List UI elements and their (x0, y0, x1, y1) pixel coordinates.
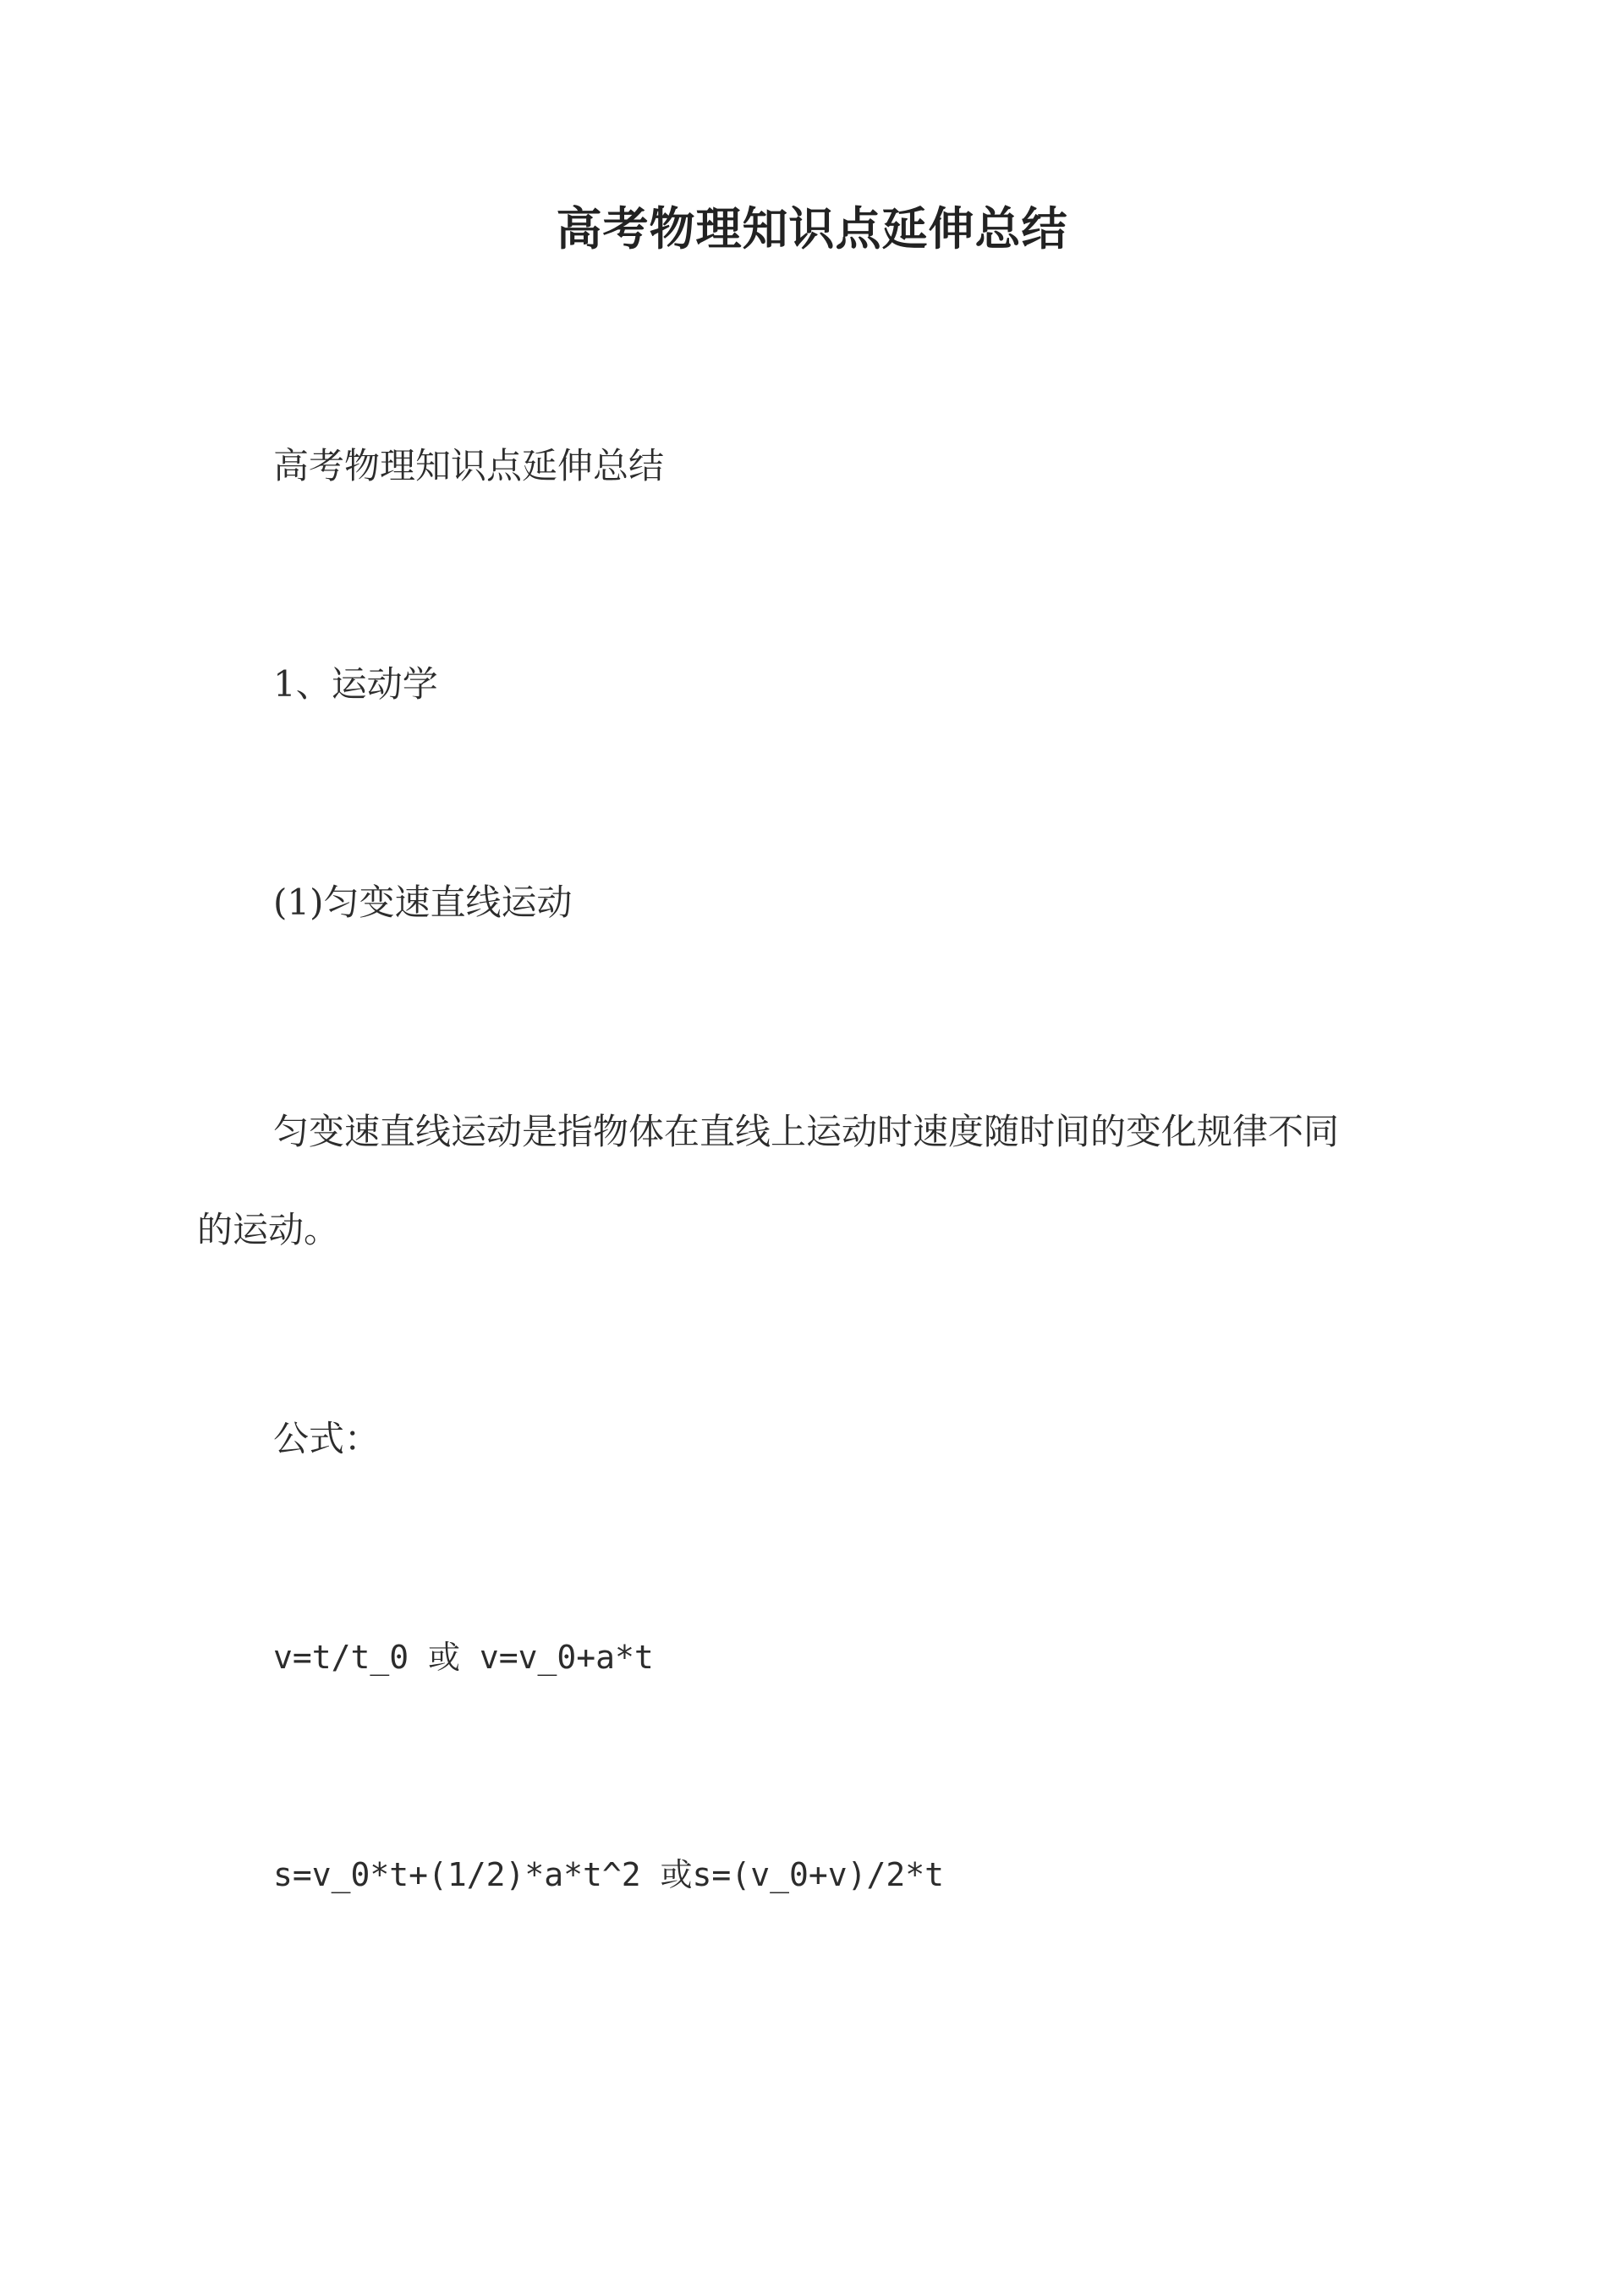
formula-label: 公式： (273, 1418, 381, 1459)
formula-displacement: s=v_0*t+(1/2)*a*t^2 或s=(v_0+v)/2*t (273, 1856, 944, 1893)
formula-velocity: v=t/t_0 或 v=v_0+a*t (273, 1639, 654, 1676)
document-subtitle: 高考物理知识点延伸总结 (273, 445, 665, 486)
definition-line-2: 的运动。 (197, 1209, 340, 1250)
document-title: 高考物理知识点延伸总结 (556, 201, 1068, 255)
section-heading: 1、运动学 (273, 663, 438, 705)
subsection-heading: (1)匀变速直线运动 (273, 882, 573, 923)
definition-line-1: 匀变速直线运动是指物体在直线上运动时速度随时间的变化规律不同 (273, 1111, 1340, 1152)
